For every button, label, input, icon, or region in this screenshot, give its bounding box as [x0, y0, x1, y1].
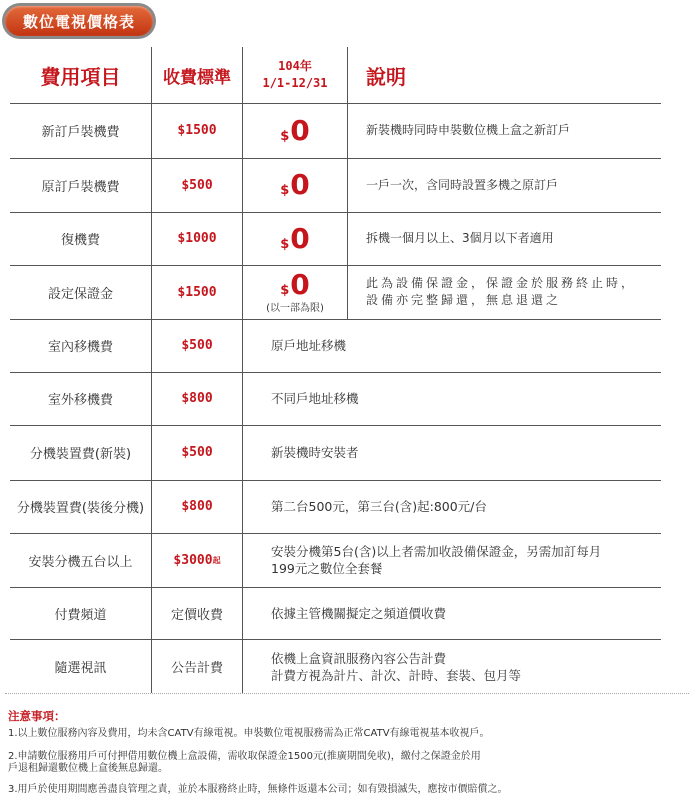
note-2: 2.申請數位服務用戶可付押借用數位機上盒設備，需收取保證金1500元(推廣期間免收)，繳付之保證金於用 戶退租歸還數位機上盒後無息歸還。	[8, 751, 481, 774]
row-item-label: 室外移機費	[47, 393, 113, 408]
standard-price-value: $800	[181, 499, 213, 514]
row-promo-price	[243, 103, 347, 158]
row-standard-price	[152, 103, 242, 158]
row-description: 此為設備保證金，保證金於服務終止時， 設備亦完整歸還，無息退還之	[366, 276, 637, 307]
row-promo-price	[243, 265, 347, 319]
row-promo-price	[243, 158, 347, 212]
header-period-year: 104年	[278, 59, 312, 73]
row-description: 不同戶地址移機	[271, 391, 359, 406]
price-table-badge	[2, 3, 156, 39]
promo-price	[280, 168, 310, 201]
promo-price	[280, 113, 310, 147]
header-standard: 收費標準	[163, 67, 231, 88]
header-desc: 說明	[366, 64, 406, 89]
header-item: 費用項目	[40, 64, 121, 89]
currency-symbol: $	[280, 183, 290, 198]
row-item-label: 隨選視訊	[54, 661, 107, 676]
promo-value: 0	[290, 113, 310, 147]
row-item-label: 新訂戶裝機費	[41, 125, 120, 140]
note-3: 3.用戶於使用期間應善盡良管理之責，並於本服務終止時，無條件返還本公司；如有毀損滅失，應按市價賠償之。	[8, 784, 508, 795]
promo-value: 0	[290, 267, 310, 301]
row-item-label: 設定保證金	[47, 286, 113, 302]
standard-price-value: 公告計費	[170, 661, 223, 676]
row-promo-price	[243, 212, 347, 265]
row-standard-price	[152, 639, 242, 694]
row-standard-price	[152, 425, 242, 480]
standard-price-value: $500	[181, 445, 213, 460]
currency-symbol: $	[280, 282, 290, 298]
row-description: 依據主管機關擬定之頻道價收費	[271, 605, 447, 621]
standard-price-value: $500	[181, 338, 213, 353]
row-standard-price	[152, 480, 242, 533]
price-suffix: 起	[212, 555, 221, 565]
standard-price-value: $1500	[177, 284, 217, 300]
standard-price-value: $1500	[177, 123, 217, 138]
promo-price	[280, 221, 310, 255]
header-period-range: 1/1-12/31	[262, 76, 328, 90]
col-divider	[347, 47, 348, 319]
row-item-label: 分機裝置費(新裝)	[29, 447, 132, 462]
row-item-label: 付費頻道	[54, 607, 107, 623]
row-description: 拆機一個月以上、3個月以下者適用	[366, 231, 554, 245]
row-standard-price	[152, 212, 242, 265]
row-description: 新裝機時同時申裝數位機上盒之新訂戶	[366, 123, 571, 137]
row-item-label: 安裝分機五台以上	[28, 554, 133, 570]
promo-value: 0	[290, 168, 310, 201]
row-standard-price	[152, 533, 242, 587]
currency-symbol: $	[280, 236, 290, 252]
standard-price-value: $800	[181, 391, 213, 406]
notes-divider	[5, 693, 689, 694]
standard-price-value: $3000	[173, 552, 213, 568]
standard-price-value: $500	[181, 177, 213, 193]
badge-label: 數位電視價格表	[5, 6, 153, 36]
standard-price-value: $1000	[177, 231, 217, 246]
row-description: 第二台500元，第三台(含)起:800元/台	[271, 499, 487, 514]
row-standard-price	[152, 587, 242, 639]
standard-price-value: 定價收費	[170, 607, 223, 623]
row-standard-price	[152, 372, 242, 425]
row-description: 依機上盒資訊服務內容公告計費 計費方視為計片、計次、計時、套裝、包月等	[271, 650, 522, 683]
row-description: 安裝分機第5台(含)以上者需加收設備保證金，另需加訂每月 199元之數位全套餐	[271, 544, 602, 576]
row-item-label: 復機費	[60, 233, 100, 248]
currency-symbol: $	[280, 128, 290, 144]
row-description: 新裝機時安裝者	[271, 445, 359, 460]
notes-title: 注意事項：	[8, 709, 66, 723]
promo-value: 0	[290, 221, 310, 255]
row-description: 原戶地址移機	[271, 338, 347, 353]
note-1: 1.以上數位服務內容及費用，均未含CATV有線電視。申裝數位電視服務需為正常CATV有線電視基本收視戶。	[8, 728, 490, 739]
row-item-label: 分機裝置費(裝後分機)	[16, 501, 145, 516]
promo-note: (以一部為限)	[266, 302, 324, 314]
row-standard-price	[152, 319, 242, 372]
row-standard-price	[152, 265, 242, 319]
row-item-label: 原訂戶裝機費	[41, 179, 120, 195]
promo-price	[280, 267, 310, 301]
row-item-label: 室內移機費	[47, 340, 113, 355]
row-standard-price	[152, 158, 242, 212]
header-period	[243, 47, 347, 103]
row-description: 一戶一次，含同時設置多機之原訂戶	[366, 177, 559, 192]
